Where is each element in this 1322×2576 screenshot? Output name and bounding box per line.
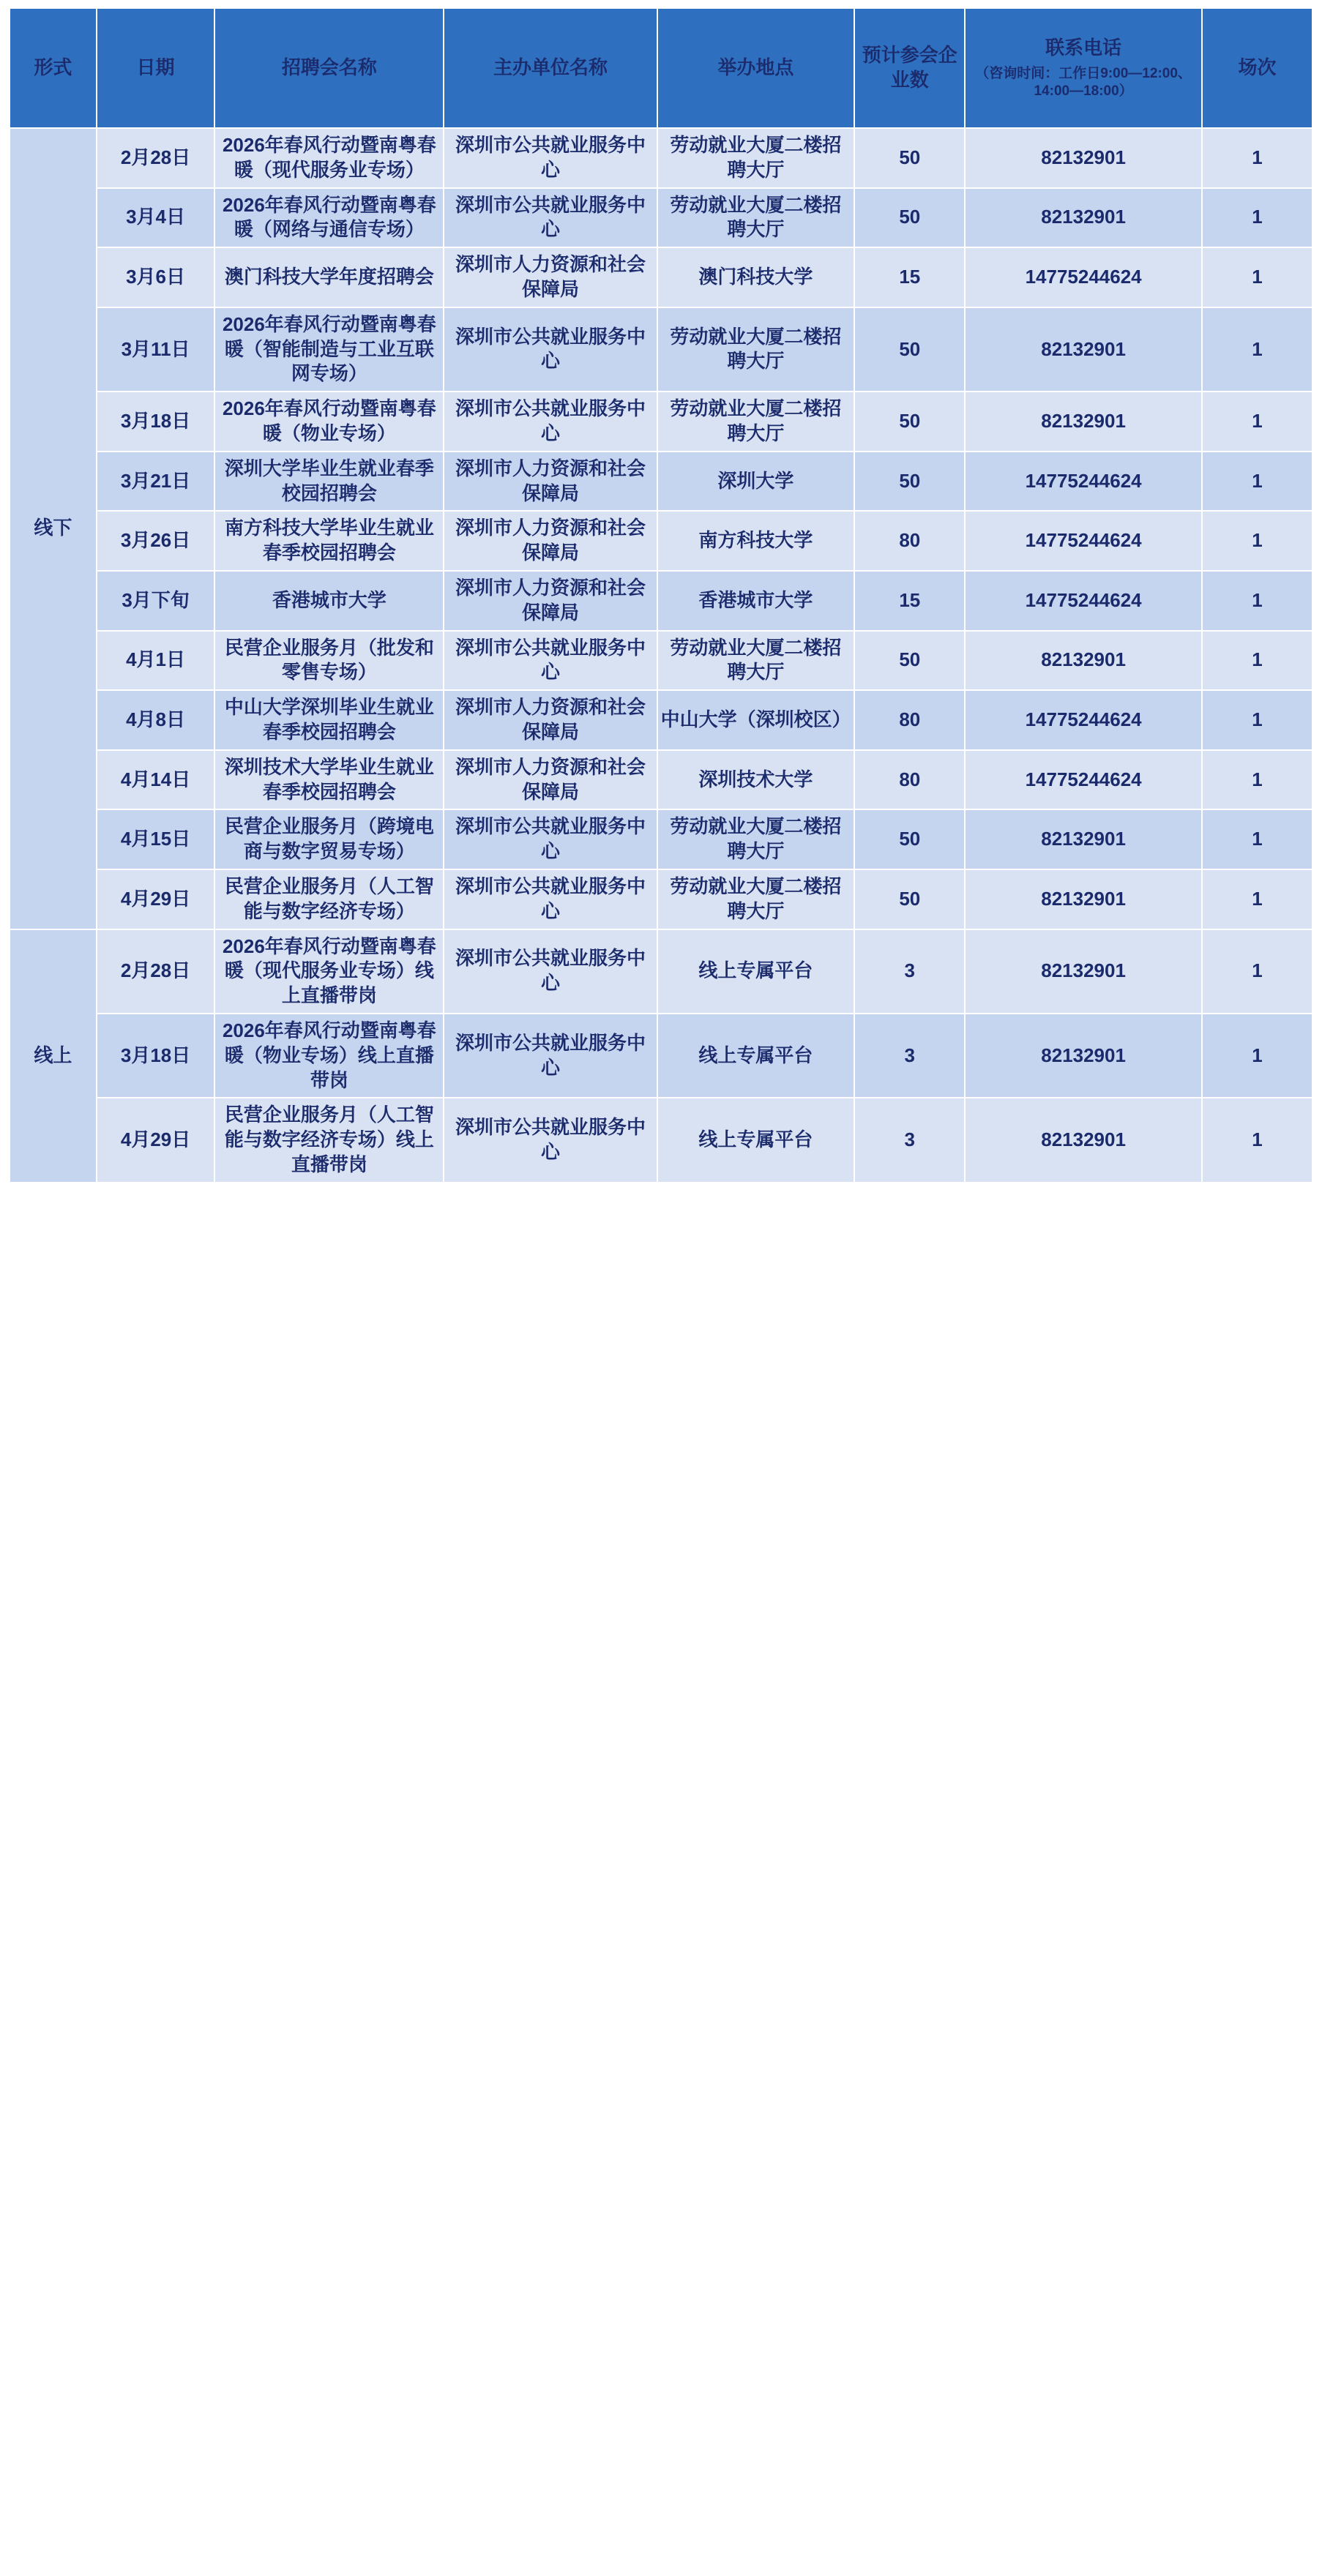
table-row	[10, 631, 1312, 691]
cell-date: 3月26日	[97, 511, 215, 571]
cell-fair-name: 2026年春风行动暨南粤春暖（现代服务业专场）线上直播带岗	[214, 929, 444, 1014]
cell-organizer: 深圳市人力资源和社会保障局	[444, 247, 657, 307]
cell-fair-name: 中山大学深圳毕业生就业春季校园招聘会	[214, 690, 444, 750]
cell-venue: 线上专属平台	[657, 1014, 855, 1098]
cell-phone: 14775244624	[965, 690, 1202, 750]
table-row	[10, 1014, 1312, 1098]
cell-fair-name: 2026年春风行动暨南粤春暖（物业专场）	[214, 392, 444, 452]
table-row	[10, 188, 1312, 248]
cell-fair-name: 民营企业服务月（跨境电商与数字贸易专场）	[214, 809, 444, 869]
cell-company-count: 50	[854, 452, 965, 512]
cell-date: 2月28日	[97, 929, 215, 1014]
cell-phone: 82132901	[965, 1098, 1202, 1182]
header-label-name: 招聘会名称	[281, 56, 377, 79]
cell-fair-name: 南方科技大学毕业生就业春季校园招聘会	[214, 511, 444, 571]
cell-sessions: 1	[1202, 869, 1312, 929]
cell-date: 3月下旬	[97, 571, 215, 631]
cell-date: 3月4日	[97, 188, 215, 248]
cell-date: 4月1日	[97, 631, 215, 691]
column-header-phone	[965, 8, 1202, 128]
header-label-company-count: 预计参会企业数	[862, 44, 957, 91]
cell-sessions: 1	[1202, 511, 1312, 571]
cell-venue: 劳动就业大厦二楼招聘大厅	[657, 188, 855, 248]
cell-fair-name: 民营企业服务月（人工智能与数字经济专场）线上直播带岗	[214, 1098, 444, 1182]
cell-venue: 劳动就业大厦二楼招聘大厅	[657, 631, 855, 691]
table-row	[10, 392, 1312, 452]
table-row	[10, 571, 1312, 631]
cell-company-count: 80	[854, 511, 965, 571]
cell-phone: 14775244624	[965, 750, 1202, 810]
cell-date: 3月6日	[97, 247, 215, 307]
cell-date: 3月18日	[97, 392, 215, 452]
cell-phone: 14775244624	[965, 511, 1202, 571]
cell-company-count: 80	[854, 690, 965, 750]
cell-venue: 劳动就业大厦二楼招聘大厅	[657, 392, 855, 452]
cell-fair-name: 民营企业服务月（批发和零售专场）	[214, 631, 444, 691]
cell-organizer: 深圳市公共就业服务中心	[444, 188, 657, 248]
cell-phone: 82132901	[965, 809, 1202, 869]
cell-sessions: 1	[1202, 929, 1312, 1014]
cell-fair-name: 2026年春风行动暨南粤春暖（智能制造与工业互联网专场）	[214, 307, 444, 392]
cell-organizer: 深圳市公共就业服务中心	[444, 809, 657, 869]
cell-venue: 澳门科技大学	[657, 247, 855, 307]
table-row	[10, 690, 1312, 750]
cell-sessions: 1	[1202, 188, 1312, 248]
table-header	[10, 8, 1312, 128]
cell-sessions: 1	[1202, 307, 1312, 392]
cell-company-count: 15	[854, 571, 965, 631]
cell-venue: 劳动就业大厦二楼招聘大厅	[657, 869, 855, 929]
column-header-name	[214, 8, 444, 128]
cell-date: 3月18日	[97, 1014, 215, 1098]
cell-sessions: 1	[1202, 1014, 1312, 1098]
table-row	[10, 1098, 1312, 1182]
cell-company-count: 50	[854, 809, 965, 869]
cell-phone: 82132901	[965, 929, 1202, 1014]
cell-sessions: 1	[1202, 392, 1312, 452]
header-row	[10, 8, 1312, 128]
cell-phone: 82132901	[965, 128, 1202, 188]
column-header-mode	[10, 8, 97, 128]
cell-sessions: 1	[1202, 631, 1312, 691]
cell-organizer: 深圳市人力资源和社会保障局	[444, 571, 657, 631]
table-row	[10, 128, 1312, 188]
cell-organizer: 深圳市人力资源和社会保障局	[444, 452, 657, 512]
cell-company-count: 50	[854, 128, 965, 188]
cell-company-count: 3	[854, 1098, 965, 1182]
cell-phone: 82132901	[965, 188, 1202, 248]
cell-organizer: 深圳市公共就业服务中心	[444, 128, 657, 188]
table-row	[10, 247, 1312, 307]
cell-mode: 线上	[10, 929, 97, 1183]
cell-venue: 深圳大学	[657, 452, 855, 512]
cell-mode: 线下	[10, 128, 97, 929]
table-row	[10, 809, 1312, 869]
cell-phone: 82132901	[965, 631, 1202, 691]
header-label-phone: 联系电话	[1045, 37, 1122, 59]
cell-company-count: 50	[854, 188, 965, 248]
cell-fair-name: 澳门科技大学年度招聘会	[214, 247, 444, 307]
cell-company-count: 50	[854, 631, 965, 691]
cell-date: 3月21日	[97, 452, 215, 512]
column-header-date	[97, 8, 215, 128]
cell-venue: 劳动就业大厦二楼招聘大厅	[657, 809, 855, 869]
table-row	[10, 452, 1312, 512]
job-fair-schedule	[0, 0, 1322, 1192]
cell-company-count: 50	[854, 869, 965, 929]
cell-venue: 深圳技术大学	[657, 750, 855, 810]
cell-fair-name: 2026年春风行动暨南粤春暖（现代服务业专场）	[214, 128, 444, 188]
cell-fair-name: 深圳大学毕业生就业春季校园招聘会	[214, 452, 444, 512]
table-row	[10, 307, 1312, 392]
header-label-venue: 举办地点	[717, 56, 794, 79]
cell-phone: 82132901	[965, 869, 1202, 929]
cell-date: 4月14日	[97, 750, 215, 810]
cell-company-count: 3	[854, 1014, 965, 1098]
header-sub-phone-hours: （咨询时间：工作日9:00—12:00、14:00—18:00）	[975, 66, 1192, 99]
cell-organizer: 深圳市公共就业服务中心	[444, 1098, 657, 1182]
table-row	[10, 869, 1312, 929]
cell-phone: 14775244624	[965, 571, 1202, 631]
cell-organizer: 深圳市公共就业服务中心	[444, 1014, 657, 1098]
cell-date: 4月8日	[97, 690, 215, 750]
cell-sessions: 1	[1202, 571, 1312, 631]
column-header-sessions	[1202, 8, 1312, 128]
cell-fair-name: 民营企业服务月（人工智能与数字经济专场）	[214, 869, 444, 929]
cell-phone: 82132901	[965, 392, 1202, 452]
cell-fair-name: 深圳技术大学毕业生就业春季校园招聘会	[214, 750, 444, 810]
cell-company-count: 50	[854, 392, 965, 452]
cell-venue: 线上专属平台	[657, 929, 855, 1014]
cell-sessions: 1	[1202, 452, 1312, 512]
cell-phone: 14775244624	[965, 452, 1202, 512]
header-label-sessions: 场次	[1238, 56, 1277, 79]
table-row	[10, 929, 1312, 1014]
cell-organizer: 深圳市公共就业服务中心	[444, 631, 657, 691]
cell-date: 4月15日	[97, 809, 215, 869]
column-header-venue	[657, 8, 855, 128]
schedule-table	[9, 7, 1313, 1183]
column-header-organizer	[444, 8, 657, 128]
cell-company-count: 15	[854, 247, 965, 307]
cell-date: 3月11日	[97, 307, 215, 392]
header-label-date: 日期	[136, 56, 175, 79]
cell-phone: 82132901	[965, 1014, 1202, 1098]
cell-company-count: 50	[854, 307, 965, 392]
header-label-mode: 形式	[34, 56, 72, 79]
cell-venue: 劳动就业大厦二楼招聘大厅	[657, 128, 855, 188]
cell-phone: 82132901	[965, 307, 1202, 392]
cell-organizer: 深圳市公共就业服务中心	[444, 869, 657, 929]
cell-venue: 中山大学（深圳校区）	[657, 690, 855, 750]
column-header-company-count	[854, 8, 965, 128]
table-row	[10, 750, 1312, 810]
header-label-organizer: 主办单位名称	[493, 56, 608, 79]
table-body	[10, 128, 1312, 1183]
cell-venue: 南方科技大学	[657, 511, 855, 571]
table-row	[10, 511, 1312, 571]
cell-organizer: 深圳市人力资源和社会保障局	[444, 511, 657, 571]
cell-fair-name: 2026年春风行动暨南粤春暖（物业专场）线上直播带岗	[214, 1014, 444, 1098]
cell-organizer: 深圳市人力资源和社会保障局	[444, 690, 657, 750]
cell-sessions: 1	[1202, 128, 1312, 188]
cell-sessions: 1	[1202, 1098, 1312, 1182]
cell-organizer: 深圳市公共就业服务中心	[444, 392, 657, 452]
cell-date: 2月28日	[97, 128, 215, 188]
cell-sessions: 1	[1202, 247, 1312, 307]
cell-organizer: 深圳市人力资源和社会保障局	[444, 750, 657, 810]
cell-company-count: 80	[854, 750, 965, 810]
cell-venue: 线上专属平台	[657, 1098, 855, 1182]
cell-fair-name: 2026年春风行动暨南粤春暖（网络与通信专场）	[214, 188, 444, 248]
cell-venue: 劳动就业大厦二楼招聘大厅	[657, 307, 855, 392]
cell-date: 4月29日	[97, 1098, 215, 1182]
cell-organizer: 深圳市公共就业服务中心	[444, 307, 657, 392]
cell-sessions: 1	[1202, 690, 1312, 750]
cell-venue: 香港城市大学	[657, 571, 855, 631]
cell-organizer: 深圳市公共就业服务中心	[444, 929, 657, 1014]
cell-sessions: 1	[1202, 809, 1312, 869]
cell-date: 4月29日	[97, 869, 215, 929]
cell-sessions: 1	[1202, 750, 1312, 810]
cell-fair-name: 香港城市大学	[214, 571, 444, 631]
cell-company-count: 3	[854, 929, 965, 1014]
cell-phone: 14775244624	[965, 247, 1202, 307]
